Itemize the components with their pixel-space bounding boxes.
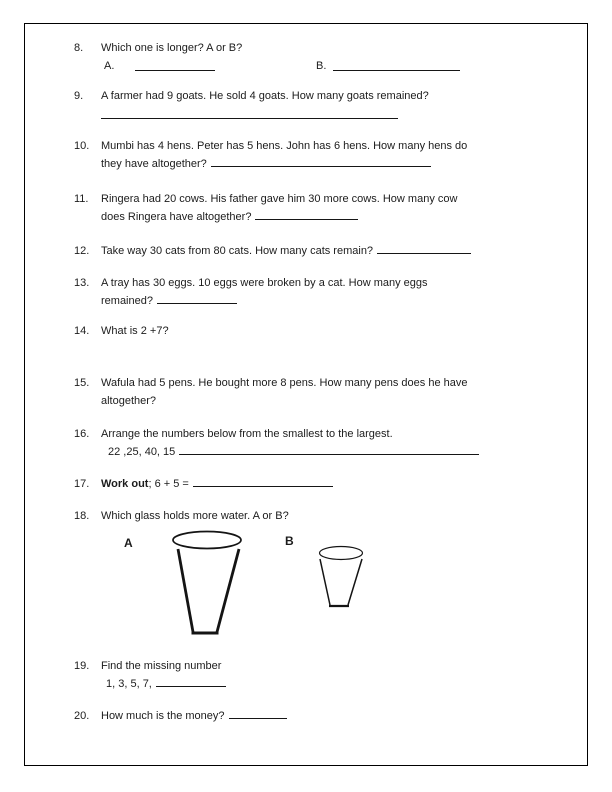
number-list: 22 ,25, 40, 15 (108, 446, 176, 458)
glass-a-drawing (173, 532, 241, 634)
question-number: 18. (74, 510, 90, 522)
option-a-label: A. (104, 60, 115, 72)
answer-blank (377, 242, 471, 254)
answer-blank (255, 208, 358, 220)
question-18 (74, 507, 577, 525)
question-text-line1: Find the missing number (101, 660, 222, 672)
question-text: A farmer had 9 goats. He sold 4 goats. How many goats remained? (101, 90, 429, 102)
question-text: Which one is longer? A or B? (101, 42, 243, 54)
answer-blank (156, 675, 226, 687)
question-16 (74, 425, 577, 461)
answer-blank (101, 118, 398, 119)
question-number: 12. (74, 245, 90, 257)
answer-blank (333, 59, 460, 71)
question-text-line2: does Ringera have altogether? (101, 211, 252, 223)
answer-blank (179, 443, 479, 455)
glass-b-label: B (285, 534, 294, 548)
question-15 (74, 374, 577, 410)
question-text: What is 2 +7? (101, 325, 169, 337)
glasses-figure (25, 527, 405, 645)
question-8 (74, 39, 577, 75)
question-text: Take way 30 cats from 80 cats. How many cats remain? (101, 245, 374, 257)
question-19 (74, 657, 577, 693)
question-number: 19. (74, 660, 90, 672)
work-out-label: Work out (101, 478, 149, 490)
question-text-line1: A tray has 30 eggs. 10 eggs were broken by a cat. How many eggs (101, 277, 428, 289)
question-number: 11. (74, 193, 89, 205)
answer-blank (135, 59, 215, 71)
question-11 (74, 190, 577, 226)
answer-blank (229, 707, 287, 719)
question-text-line1: Wafula had 5 pens. He bought more 8 pens. How many pens does he have (101, 377, 468, 389)
equation-text: ; 6 + 5 = (148, 478, 189, 490)
question-number: 20. (74, 710, 90, 722)
question-9 (74, 87, 577, 119)
question-text: How much is the money? (101, 710, 225, 722)
worksheet-page (24, 23, 588, 766)
answer-blank (157, 292, 237, 304)
question-13 (74, 274, 577, 310)
number-sequence: 1, 3, 5, 7, (106, 678, 152, 690)
question-text-line1: Ringera had 20 cows. His father gave him 30 more cows. How many cow (101, 193, 458, 205)
question-text-line1: Mumbi has 4 hens. Peter has 5 hens. John has 6 hens. How many hens do (101, 140, 468, 152)
question-number: 16. (74, 428, 90, 440)
question-text-line2: altogether? (101, 395, 157, 407)
question-number: 13. (74, 277, 90, 289)
option-b-label: B. (316, 60, 327, 72)
question-number: 9. (74, 90, 84, 102)
question-14 (74, 322, 577, 340)
answer-blank (211, 155, 431, 167)
answer-blank (193, 475, 333, 487)
question-number: 10. (74, 140, 90, 152)
question-12 (74, 242, 577, 260)
glass-b-drawing (320, 547, 363, 607)
question-text: Which glass holds more water. A or B? (101, 510, 289, 522)
question-number: 17. (74, 478, 90, 490)
question-10 (74, 137, 577, 173)
question-text-line1: Arrange the numbers below from the smallest to the largest. (101, 428, 393, 440)
question-20 (74, 707, 577, 725)
question-number: 8. (74, 42, 84, 54)
question-17 (74, 475, 577, 493)
question-text-line2: remained? (101, 295, 153, 307)
glass-a-label: A (124, 536, 133, 550)
question-text-line2: they have altogether? (101, 158, 207, 170)
question-number: 15. (74, 377, 90, 389)
question-number: 14. (74, 325, 90, 337)
